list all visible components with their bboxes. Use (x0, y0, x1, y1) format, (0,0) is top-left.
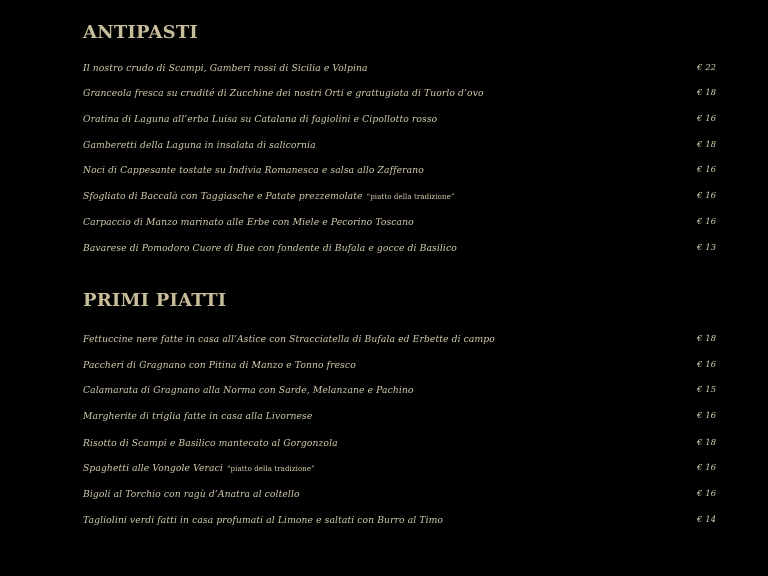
dish-price: € 15 (697, 385, 717, 395)
dish-name: Noci di Cappesante tostate su Indivia Romanesca e salsa allo Zafferano (83, 165, 424, 176)
dish-price: € 16 (697, 217, 717, 227)
menu-item (83, 114, 768, 130)
dish-name: Calamarata di Gragnano alla Norma con Sarde, Melanzane e Pachino (83, 385, 414, 396)
dish-price: € 18 (697, 88, 717, 98)
menu-item (83, 140, 768, 156)
dish-price: € 14 (697, 515, 717, 525)
dish-price: € 16 (697, 489, 717, 499)
dish-note: “piatto della tradizione” (226, 465, 315, 473)
dish-price: € 18 (697, 438, 717, 448)
dish-price: € 16 (697, 463, 717, 473)
menu-item (83, 411, 768, 427)
menu-item (83, 515, 768, 531)
menu-item (83, 63, 768, 79)
menu-item (83, 243, 768, 259)
dish-name-text: Sfogliato di Baccalà con Taggiasche e Patate prezzemolate (83, 191, 363, 202)
dish-price: € 16 (697, 360, 717, 370)
menu-item (83, 438, 768, 454)
dish-name: Oratina di Laguna all’erba Luisa su Catalana di fagiolini e Cipollotto rosso (83, 114, 438, 125)
dish-price: € 16 (697, 411, 717, 421)
menu-item (83, 191, 768, 207)
dish-price: € 18 (697, 334, 717, 344)
dish-name: Carpaccio di Manzo marinato alle Erbe con Miele e Pecorino Toscano (83, 217, 414, 228)
menu-item (83, 360, 768, 376)
dish-name: Il nostro crudo di Scampi, Gamberi rossi di Sicilia e Volpina (83, 63, 368, 74)
menu-item (83, 217, 768, 233)
dish-name: Granceola fresca su crudité di Zucchine dei nostri Orti e grattugiata di Tuorlo d’ovo (83, 88, 484, 99)
dish-name: Paccheri di Gragnano con Pitina di Manzo e Tonno fresco (83, 360, 356, 371)
menu-item (83, 385, 768, 401)
dish-price: € 16 (697, 114, 717, 124)
dish-price: € 13 (697, 243, 717, 253)
dish-name: Bigoli al Torchio con ragù d’Anatra al coltello (83, 489, 300, 500)
dish-price: € 16 (697, 191, 717, 201)
dish-name: Gamberetti della Laguna in insalata di salicornia (83, 140, 316, 151)
section-title-primi-piatti: PRIMI PIATTI (83, 290, 227, 311)
dish-price: € 18 (697, 140, 717, 150)
dish-price: € 22 (697, 63, 717, 73)
dish-name: Margherite di triglia fatte in casa alla Livornese (83, 411, 313, 422)
section-title-antipasti: ANTIPASTI (83, 22, 199, 43)
dish-name: Risotto di Scampi e Basilico mantecato al Gorgonzola (83, 438, 338, 449)
menu-item (83, 165, 768, 181)
dish-name: Bavarese di Pomodoro Cuore di Bue con fondente di Bufala e gocce di Basilico (83, 243, 457, 254)
menu-item (83, 489, 768, 505)
dish-price: € 16 (697, 165, 717, 175)
menu-item (83, 334, 768, 350)
dish-name: Tagliolini verdi fatti in casa profumati al Limone e saltati con Burro al Timo (83, 515, 444, 526)
dish-name (83, 191, 455, 202)
menu-item (83, 88, 768, 104)
dish-name: Fettuccine nere fatte in casa all’Astice con Stracciatella di Bufala ed Erbette di campo (83, 334, 495, 345)
menu-item (83, 463, 768, 479)
dish-name (83, 463, 315, 474)
dish-note: “piatto della tradizione” (366, 193, 455, 201)
dish-name-text: Spaghetti alle Vongole Veraci (83, 463, 223, 474)
